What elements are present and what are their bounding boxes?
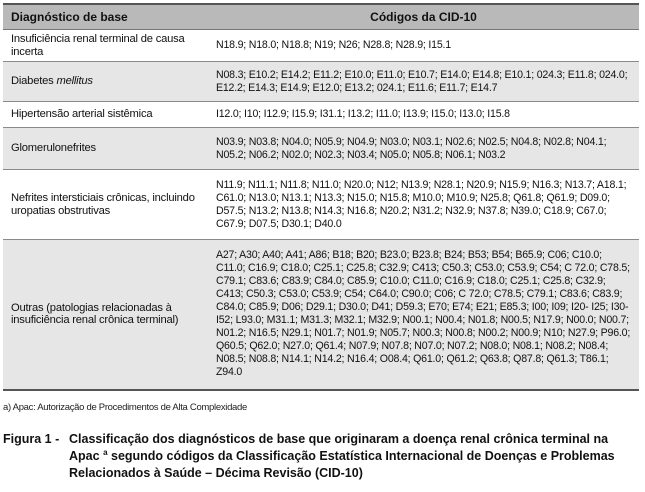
- caption-text-cont: segundo códigos da Classificação Estatística Internacional de Doenças e Problemas Relacionados à Saúde – Décima Revisão (CID-10): [69, 449, 615, 480]
- codes-cell: N18.9; N18.0; N18.8; N19; N26; N28.8; N28.9; I15.1: [208, 30, 639, 62]
- figure-label: Figura 1 -: [3, 432, 60, 446]
- diagnosis-cell: [3, 62, 208, 102]
- table-row: [3, 62, 639, 102]
- table-row: [3, 170, 639, 240]
- diagnosis-table-container: [3, 3, 639, 391]
- diagnosis-table: [3, 3, 639, 391]
- codes-cell: I12.0; I10; I12.9; I15.9; I31.1; I13.2; I11.0; I13.9; I15.0; I13.0; I15.8: [208, 102, 639, 128]
- diagnosis-cell: Outras (patologias relacionadas à insuficiência renal crônica terminal): [3, 240, 208, 390]
- caption-text: Classificação dos diagnósticos de base que originaram a doença renal crônica terminal na Apac: [69, 432, 609, 463]
- diagnosis-cell: Insuficiência renal terminal de causa incerta: [3, 30, 208, 62]
- table-header-row: [3, 4, 639, 30]
- caption-superscript: a: [103, 447, 108, 457]
- diagnosis-text: Diabetes: [11, 75, 57, 88]
- diagnosis-italic-text: mellitus: [56, 75, 93, 88]
- figure-caption-text: [69, 431, 639, 482]
- table-row: [3, 240, 639, 390]
- footnote: a) Apac: Autorização de Procedimentos de Alta Complexidade: [3, 402, 248, 413]
- header-diagnosis: Diagnóstico de base: [3, 4, 208, 30]
- diagnosis-cell: Hipertensão arterial sistêmica: [3, 102, 208, 128]
- diagnosis-cell: Glomerulonefrites: [3, 128, 208, 170]
- diagnosis-cell: Nefrites intersticiais crônicas, incluindo uropatias obstrutivas: [3, 170, 208, 240]
- table-row: [3, 30, 639, 62]
- table-row: [3, 128, 639, 170]
- codes-cell: N08.3; E10.2; E14.2; E11.2; E10.0; E11.0; E10.7; E14.0; E14.8; E10.1; 024.3; E11.8; 024.0; E12.2; E14.3; E14.9; E12.0; E13.2; 024.1; E11.6; E11.7; E14.7: [208, 62, 639, 102]
- table-row: [3, 102, 639, 128]
- codes-cell: N03.9; N03.8; N04.0; N05.9; N04.9; N03.0; N03.1; N02.6; N02.5; N04.8; N02.8; N04.1; N05.2; N06.2; N02.0; N02.3; N03.4; N05.0; N05.8; N06.1; N03.2: [208, 128, 639, 170]
- codes-cell: A27; A30; A40; A41; A86; B18; B20; B23.0; B23.8; B24; B53; B54; B65.9; C06; C10.0; C11.0; C16.9; C18.0; C25.1; C25.8; C32.9; C413; C50.3; C53.0; C53.9; C54; C 72.0; C78.5; C79.1; C83.6; C83.9; C84.0; C85.9; C10.0; C11.0; C16.9; C18.0; C25.1; C25.8; C32.9; C413; C50.3; C53.0; C53.9; C54; C64.0; C90.0; C06; C 72.0; C78.5; C79.1; C83.6; C83.9; C84.0; C85.9; D06; D29.1; D30.0; D41; D59.3; E70; E74; E21; E85.3; I00; I09; I20- I25; I30-I52; L93.0; M31.1; M31.3; M32.1; M32.9; N00.1; N00.4; N01.8; N00.5; N17.9; N00.0; N00.7; N01.2; N16.5; N29.1; N01.7; N01.9; N05.7; N00.3; N00.8; N00.2; N00.9; N10; N27.9; P96.0; Q60.5; Q62.0; N27.0; Q61.4; N07.9; N07.8; N07.0; N07.2; N08.0; N08.1; N08.2; N08.4; N08.5; N08.8; N14.1; N14.2; N16.4; O08.4; Q61.0; Q61.2; Q63.8; Q87.8; Q61.3; T86.1; Z94.0: [208, 240, 639, 390]
- codes-cell: N11.9; N11.1; N11.8; N11.0; N20.0; N12; N13.9; N28.1; N20.9; N15.9; N16.3; N13.7; A18.1; C61.0; N13.0; N13.1; N13.3; N15.0; N15.8; M10.0; M10.9; N25.8; Q61.8; Q61.9; D09.0; D57.5; N13.2; N13.8; N14.3; N16.8; N20.2; N31.2; N32.9; N37.8; N39.0; C18.9; C67.0; C67.9; D07.5; D30.1; D40.0: [208, 170, 639, 240]
- header-codes: Códigos da CID-10: [208, 4, 639, 30]
